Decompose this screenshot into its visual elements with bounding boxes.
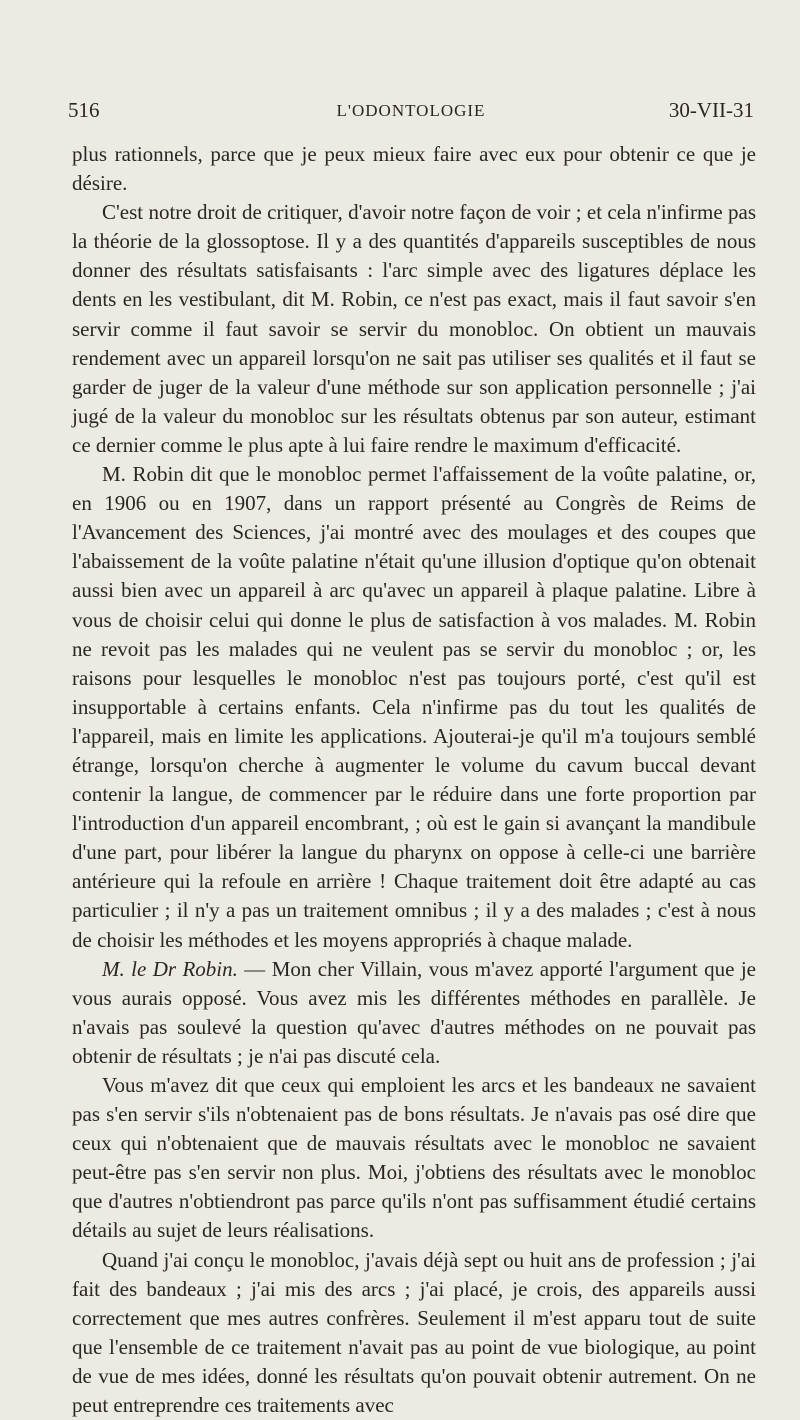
paragraph: Quand j'ai conçu le monobloc, j'avais déjà sept ou huit ans de profession ; j'ai fait des bandeaux ; j'ai mis des arcs ; j'ai placé, je crois, des appareils aussi correctement que mes autres confrères. Seulement il m'est apparu tout de suite que l'ensemble de ce traitement n'avait pas au point de vue biologique, au point de vue de mes idées, donné les résultats qu'on pouvait obtenir autrement. On ne peut entreprendre ces traitements avec [72, 1247, 756, 1418]
running-title: L'ODONTOLOGIE [336, 101, 486, 120]
paragraph: C'est notre droit de critiquer, d'avoir notre façon de voir ; et cela n'infirme pas la théorie de la glossoptose. Il y a des quantités d'appareils susceptibles de nous donner des résultats satisfaisants : l'arc simple avec des ligatures déplace les dents en les vestibulant, dit M. Robin, ce n'est pas exact, mais il faut savoir s'en servir comme il faut savoir se servir du monobloc. On obtient un mauvais rendement avec un appareil lorsqu'on ne sait pas utiliser ses qualités et il faut se garder de juger de la valeur d'une méthode sur son application personnelle ; j'ai jugé de la valeur du monobloc sur les résultats obtenus par son auteur, estimant ce dernier comme le plus apte à lui faire rendre le maximum d'efficacité. [72, 200, 756, 457]
paragraph: M. Robin dit que le monobloc permet l'affaissement de la voûte palatine, or, en 1906 ou en 1907, dans un rapport présenté au Congrès de Reims de l'Avancement des Sciences, j'ai montré avec des moulages et des coupes que l'abaissement de la voûte palatine n'était qu'une illusion d'optique qu'on obtenait aussi bien avec un appareil à arc qu'avec un appareil à plaque palatine. Libre à vous de choisir celui qui donne le plus de satisfaction à vos malades. M. Robin ne revoit pas les malades qui ne veulent pas se servir du monobloc ; or, les raisons pour lesquelles le monobloc n'est pas toujours porté, c'est qu'il est insupportable à certains enfants. Cela n'infirme pas du tout les qualités de l'appareil, mais en limite les applications. Ajouterai-je qu'il m'a toujours semblé étrange, lorsqu'on cherche à augmenter le volume du cavum buccal devant contenir la langue, de commencer par le réduire dans une forte proportion par l'introduction d'un appareil encombrant, ; où est le gain si avançant la mandibule d'une part, pour libérer la langue du pharynx on oppose à celle-ci une barrière antérieure qui la refoule en arrière ! Chaque traitement doit être adapté au cas particulier ; il n'y a pas un traitement omnibus ; il y a des malades ; c'est à nous de choisir les méthodes et les moyens appropriés à chaque malade. [72, 462, 756, 952]
paragraph: Vous m'avez dit que ceux qui emploient les arcs et les bandeaux ne savaient pas s'en servir s'ils n'obtenaient pas de bons résultats. Je n'avais pas osé dire que ceux qui n'obtenaient que de mauvais résultats avec le monobloc ne savaient peut-être pas s'en servir non plus. Moi, j'obtiens des résultats avec le monobloc que d'autres n'obtiendront pas parce qu'ils n'ont pas suffisamment étudié certains détails au sujet de leurs réalisations. [72, 1073, 756, 1243]
paragraph [72, 955, 756, 1071]
speaker-name: M. le Dr Robin. [102, 956, 238, 981]
page-number: 516 [68, 98, 100, 122]
issue-date: 30-VII-31 [668, 98, 754, 122]
paragraph-text: — Mon cher Villain, vous m'avez apporté l'argument que je vous aurais opposé. Vous avez mis les différentes méthodes en parallèle. Je n'avais pas soulevé la question qu'avec d'autres méthodes on ne pouvait pas obtenir de résultats ; je n'ai pas discuté cela. [72, 956, 756, 1068]
body-text [72, 140, 756, 1420]
running-header [68, 98, 754, 128]
paragraph: plus rationnels, parce que je peux mieux faire avec eux pour obtenir ce que je désire. [72, 142, 756, 196]
